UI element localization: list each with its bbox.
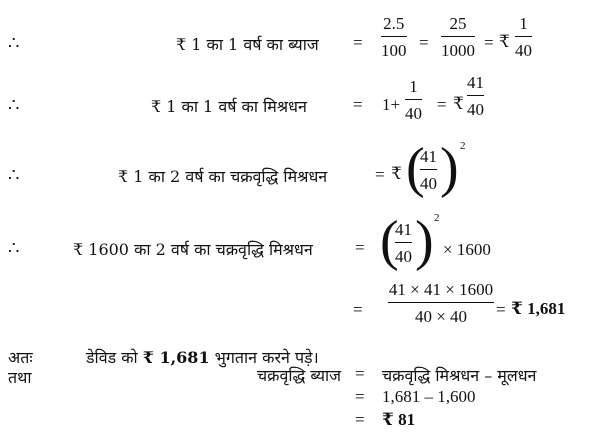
right-parenthesis: ): [440, 137, 459, 199]
denominator: 40: [467, 100, 484, 119]
denominator: 40 × 40: [414, 307, 468, 326]
fraction-bar: [515, 36, 532, 37]
ci-formula: चक्रवृद्धि मिश्रधन – मूलधन: [382, 366, 537, 385]
equals-sign: =: [355, 238, 365, 257]
fraction-1-over-40: [405, 78, 422, 122]
fraction-bar: [420, 169, 437, 170]
fraction-bar: [381, 36, 407, 37]
fraction-41-over-40: [467, 74, 484, 118]
row3-label: ₹ 1 का 2 वर्ष का चक्रवृद्धि मिश्रधन: [118, 167, 328, 186]
denominator: 100: [381, 41, 407, 60]
fraction-41-over-40: [420, 148, 437, 192]
equals-sign: =: [353, 95, 363, 114]
rupee-symbol: ₹: [391, 164, 402, 183]
right-parenthesis: ): [415, 210, 434, 272]
fraction-2.5-over-100: [381, 15, 407, 59]
equals-sign: =: [355, 364, 365, 383]
fraction-bar: [388, 302, 494, 303]
fraction-bar: [467, 95, 484, 96]
exponent: 2: [434, 212, 440, 224]
equals-sign: =: [437, 95, 447, 114]
denominator: 1000: [441, 41, 475, 60]
exponent: 2: [460, 140, 466, 152]
equals-sign: =: [375, 165, 385, 184]
left-parenthesis: (: [380, 210, 399, 272]
numerator: 41 × 41 × 1600: [388, 280, 494, 299]
row1-label: ₹ 1 का 1 वर्ष का ब्याज: [176, 35, 319, 54]
therefore-symbol: ∴: [8, 95, 20, 116]
equals-sign: =: [353, 33, 363, 52]
equals-sign: =: [355, 387, 365, 406]
conclusion-text-before: डेविड को: [86, 348, 143, 367]
fraction-1-over-40: [515, 15, 532, 59]
numerator: 25: [449, 14, 467, 33]
numerator: 41: [467, 73, 484, 92]
numerator: 41: [395, 220, 412, 239]
numerator: 1: [409, 77, 418, 96]
denominator: 40: [395, 247, 412, 266]
ci-substitution: 1,681 – 1,600: [382, 387, 476, 406]
left-parenthesis: (: [406, 137, 425, 199]
fraction-bar: [441, 36, 475, 37]
denominator: 40: [515, 41, 532, 60]
fraction-bar: [405, 99, 422, 100]
therefore-symbol: ∴: [8, 238, 20, 259]
also-prefix: तथा: [8, 368, 32, 387]
numerator: 1: [519, 14, 528, 33]
equals-sign: =: [353, 300, 363, 319]
times-1600: × 1600: [443, 240, 491, 259]
fraction-product: [388, 281, 494, 325]
equals-sign: =: [484, 33, 494, 52]
one-plus: 1+: [382, 95, 401, 114]
denominator: 40: [405, 104, 422, 123]
fraction-25-over-1000: [441, 15, 475, 59]
conclusion-amount: ₹ 1,681: [142, 348, 210, 367]
equals-sign: =: [496, 300, 506, 319]
equals-sign: =: [355, 410, 365, 429]
denominator: 40: [420, 174, 437, 193]
conclusion-prefix: अतः: [8, 348, 33, 367]
therefore-symbol: ∴: [8, 33, 20, 54]
equals-sign: =: [419, 33, 429, 52]
fraction-bar: [395, 242, 412, 243]
result-amount: ₹ 1,681: [511, 299, 566, 318]
row4-label: ₹ 1600 का 2 वर्ष का चक्रवृद्धि मिश्रधन: [73, 240, 313, 259]
conclusion-text-after: भुगतान करने पड़े।: [209, 348, 319, 367]
therefore-symbol: ∴: [8, 165, 20, 186]
rupee-symbol: ₹: [453, 94, 464, 113]
rupee-symbol: ₹: [499, 32, 510, 51]
row2-label: ₹ 1 का 1 वर्ष का मिश्रधन: [151, 97, 307, 116]
numerator: 2.5: [383, 14, 405, 33]
fraction-41-over-40: [395, 221, 412, 265]
numerator: 41: [420, 147, 437, 166]
compound-interest-label: चक्रवृद्धि ब्याज: [257, 366, 342, 385]
ci-result: ₹ 81: [382, 410, 416, 429]
